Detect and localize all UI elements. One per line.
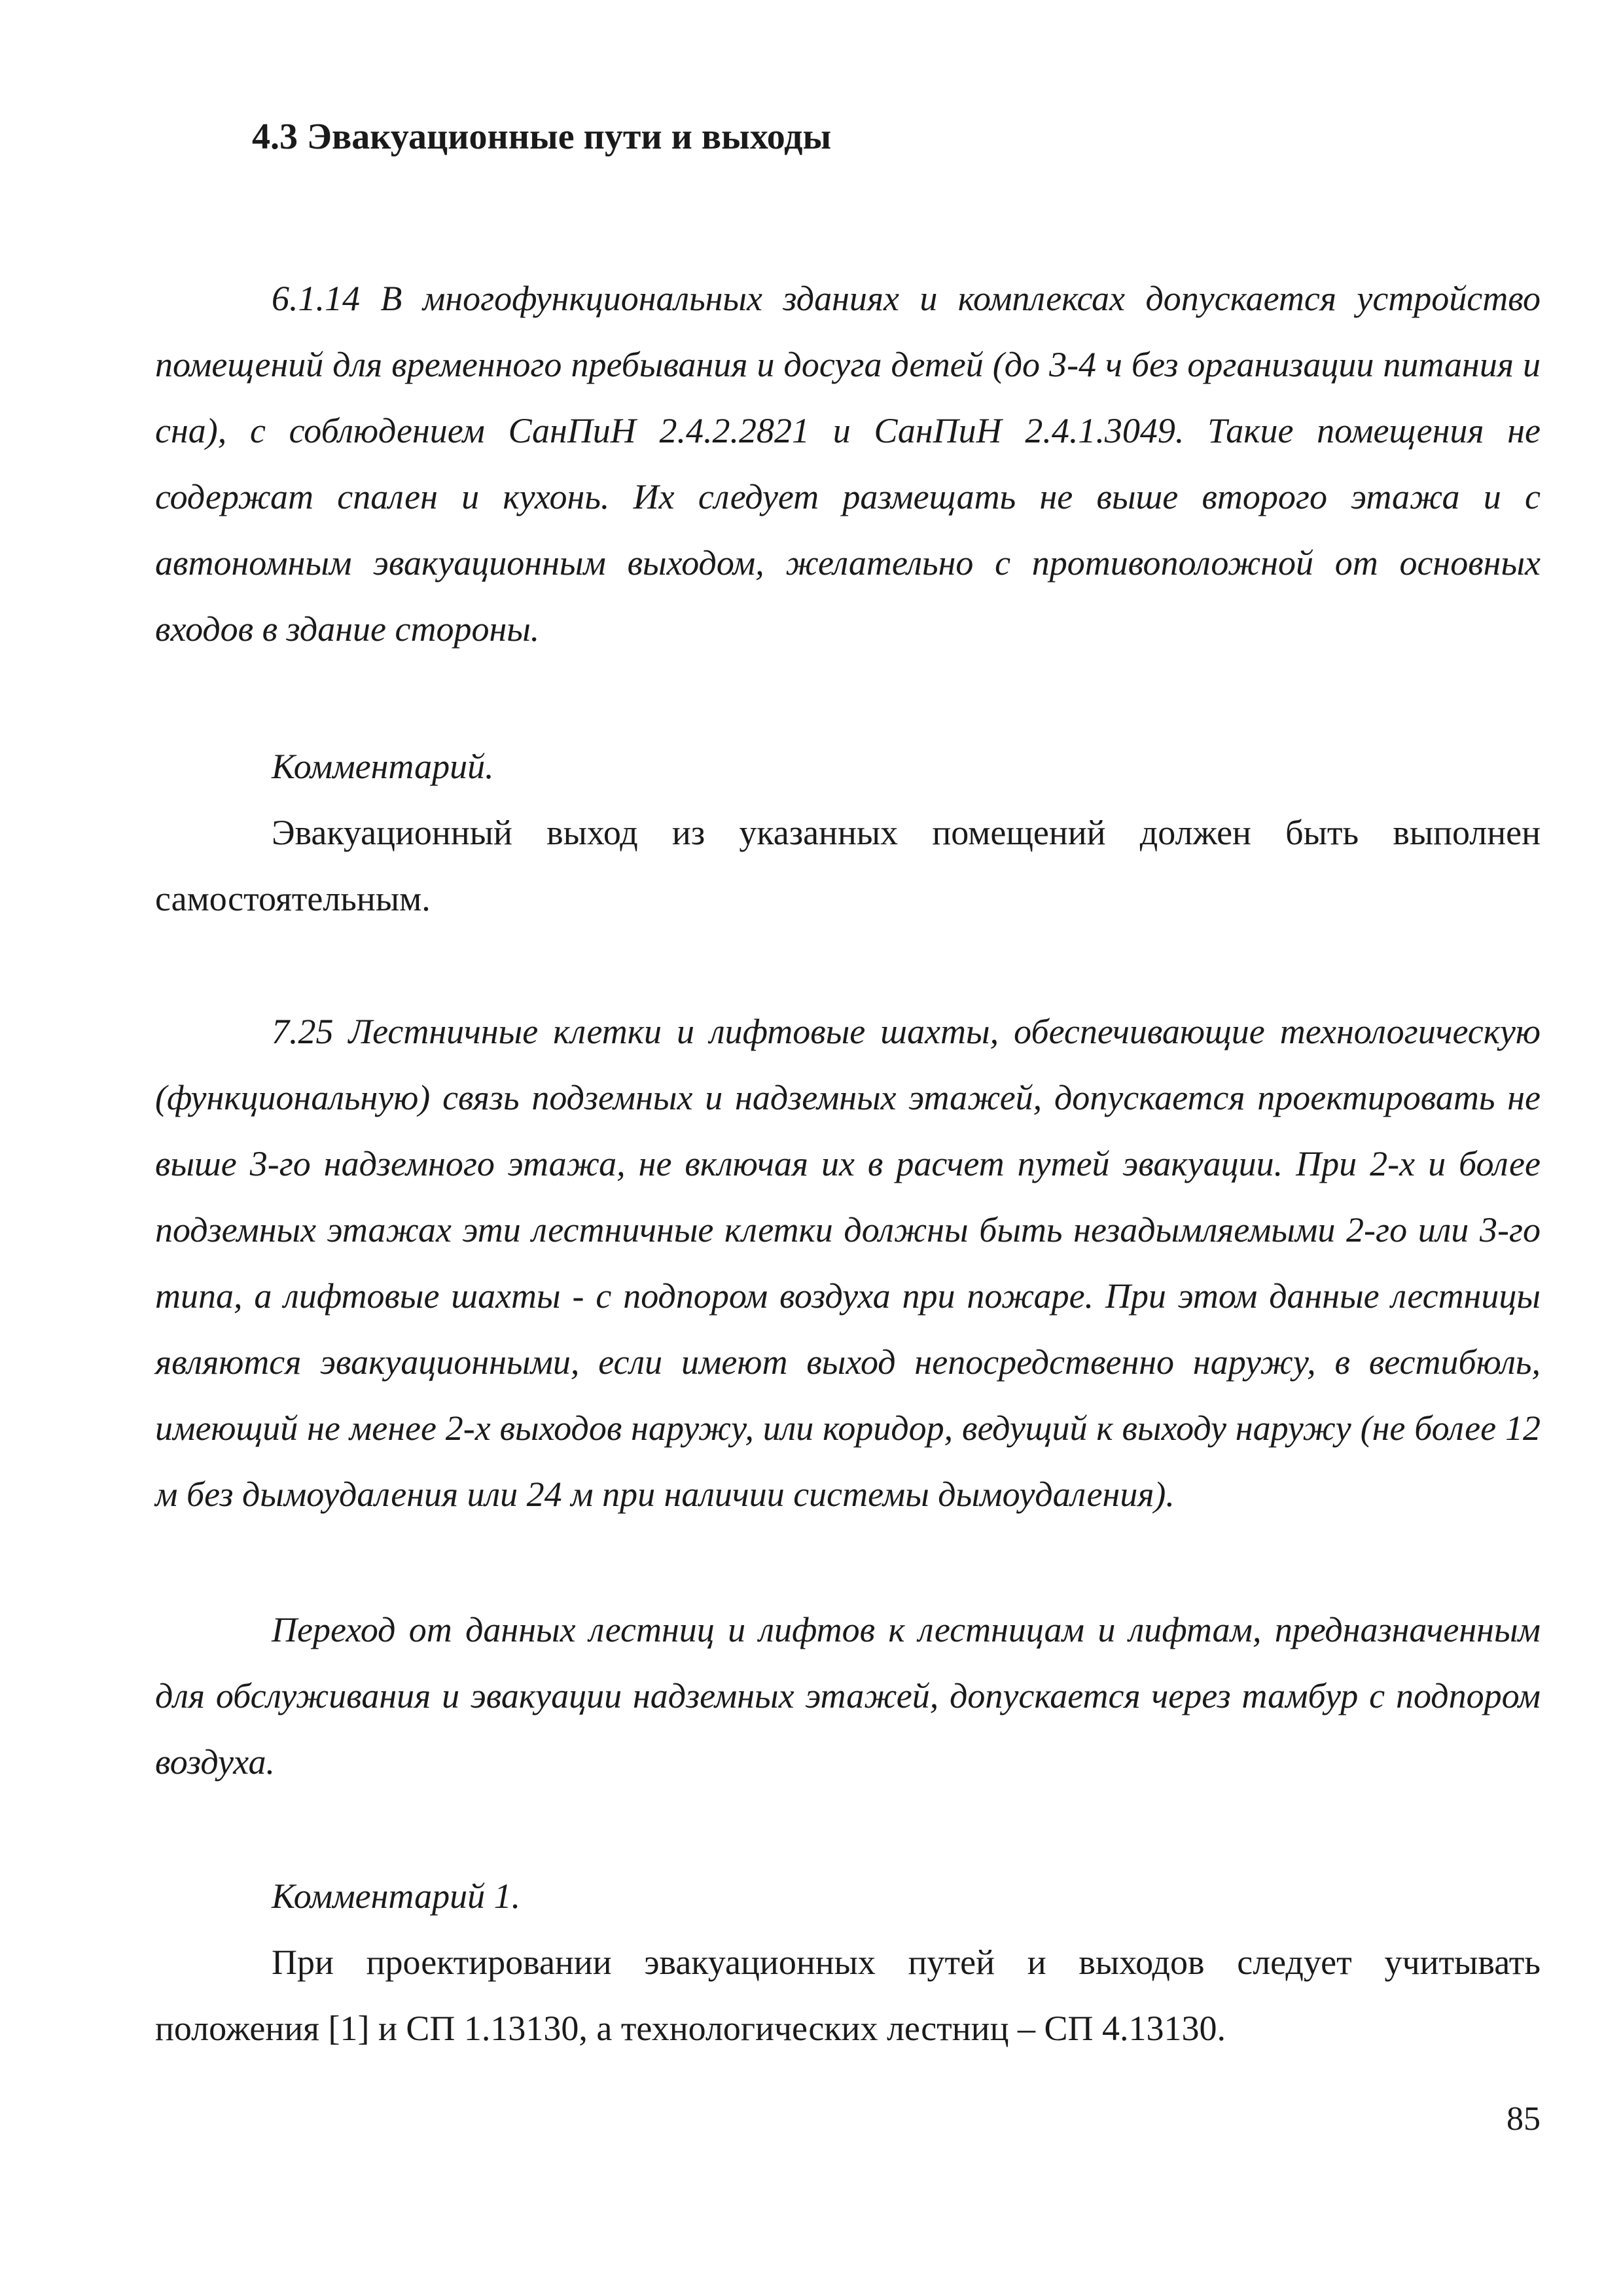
page-number: 85 [1507,2100,1541,2138]
clause-7-25: 7.25 Лестничные клетки и лифтовые шахты, обеспечивающие технологическую (функциональную) связь подземных и надземных этажей, допускается проектировать не выше 3-го надземного этажа, не включая их в расчет путей эвакуации. При 2-х и более подземных этажах эти лестничные клетки должны быть незадымляемыми 2-го или 3-го типа, а лифтовые шахты - с подпором воздуха при пожаре. При этом данные лестницы являются эвакуационными, если имеют выход непосредственно наружу, в вестибюль, имеющий не менее 2-х выходов наружу, или коридор, ведущий к выходу наружу (не более 12 м без дымоудаления или 24 м при наличии системы дымоудаления). [155,1012,1541,1514]
clause-6-1-14: 6.1.14 В многофункциональных зданиях и комплексах допускается устройство помещений для временного пребывания и досуга детей (до 3-4 ч без организации питания и сна), с соблюдением СанПиН 2.4.2.2821 и СанПиН 2.4.1.3049. Такие помещения не содержат спален и кухонь. Их следует размещать не выше второго этажа и с автономным эвакуационным выходом, желательно с противоположной от основных входов в здание стороны. [155,279,1541,649]
comment-heading: Комментарий. [272,747,494,786]
comment-1-heading: Комментарий 1. [272,1876,521,1916]
clause-7-25-transition: Переход от данных лестниц и лифтов к лестницам и лифтам, предназначенным для обслуживания и эвакуации надземных этажей, допускается через тамбур с подпором воздуха. [155,1610,1541,1782]
section-title: 4.3 Эвакуационные пути и выходы [252,117,832,157]
comment-text: Эвакуационный выход из указанных помещений должен быть выполнен самостоятельным. [155,813,1541,918]
comment-1-text: При проектировании эвакуационных путей и выходов следует учитывать положения [1] и СП 1.13130, а технологических лестниц – СП 4.13130. [155,1943,1541,2048]
